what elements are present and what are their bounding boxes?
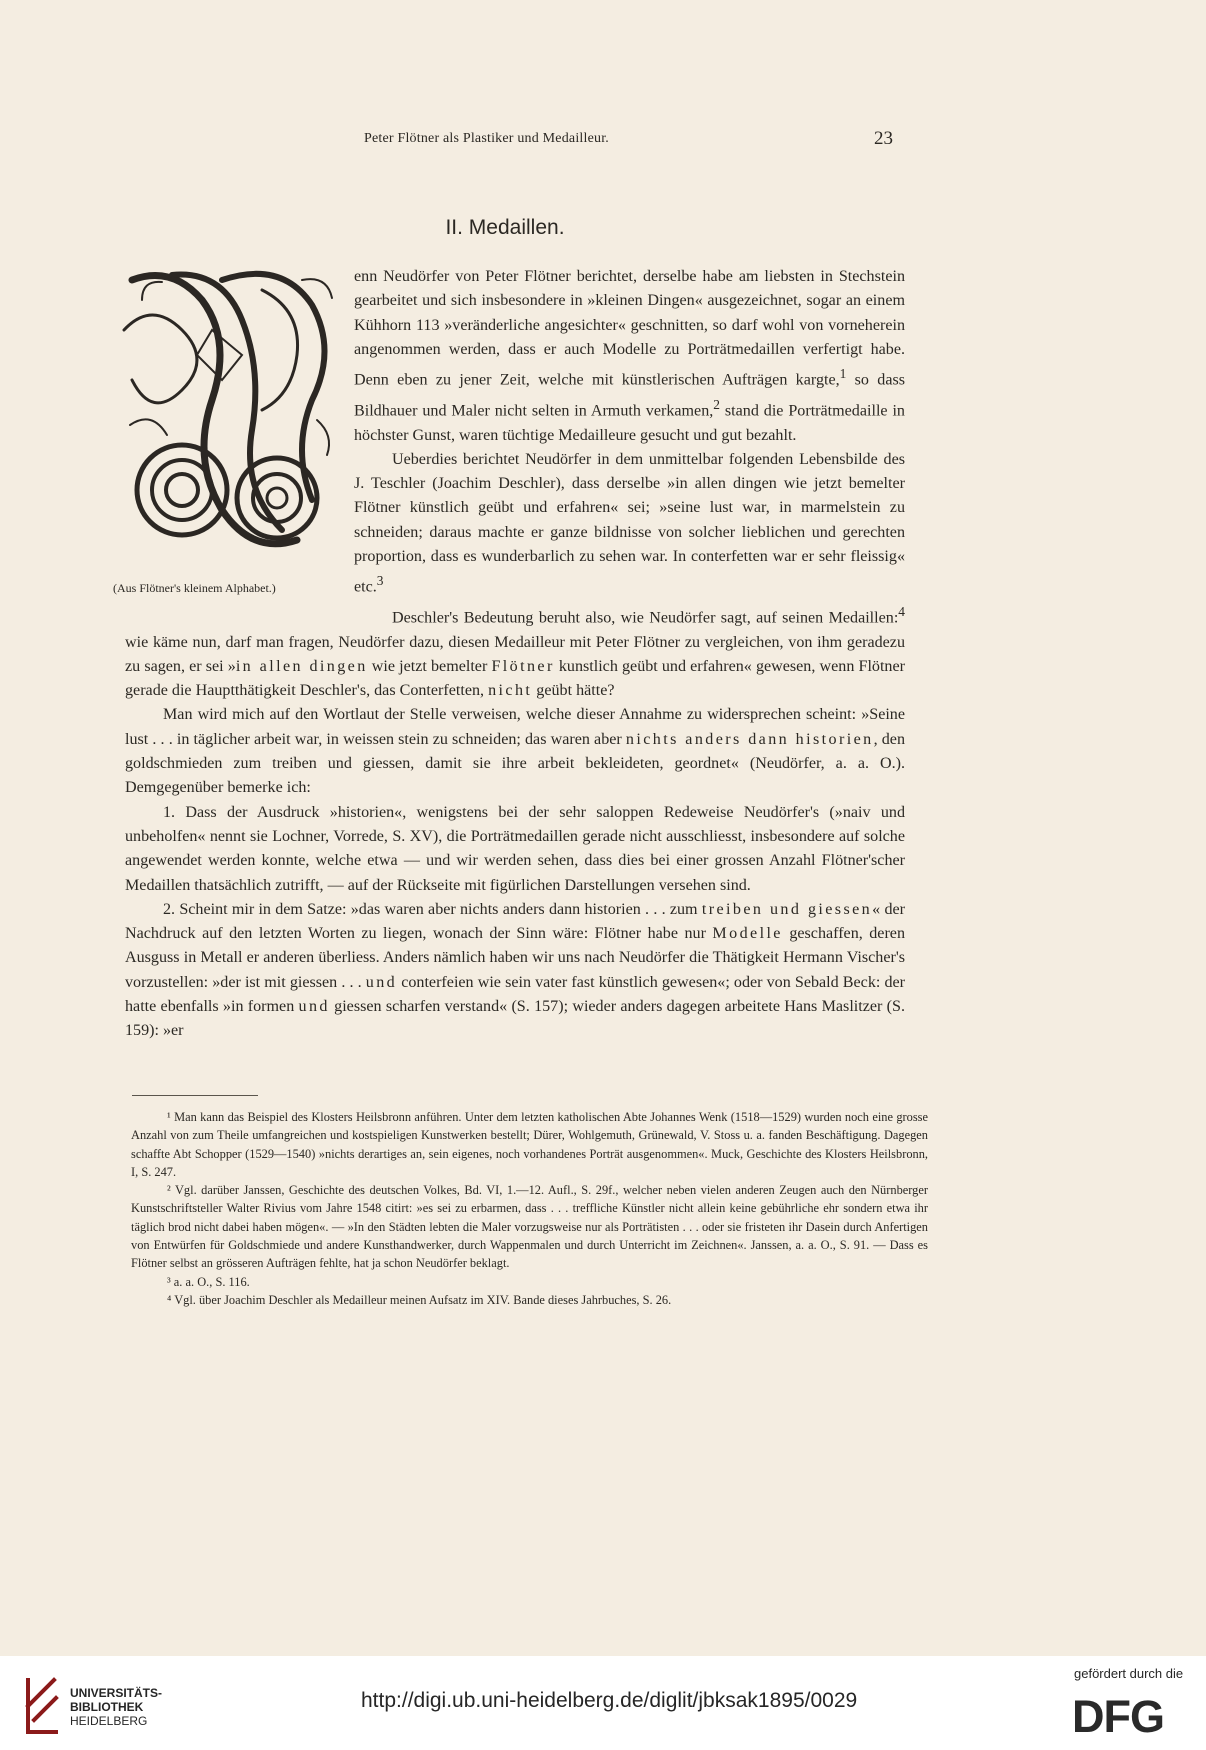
footnote-ref-1[interactable]: 1 xyxy=(839,366,847,382)
footnote-divider xyxy=(132,1095,258,1096)
viewer-footer xyxy=(0,1656,1206,1750)
running-title: Peter Flötner als Plastiker und Medailleur. xyxy=(364,131,610,146)
paragraph-3: Deschler's Bedeutung beruht also, wie Neudörfer sagt, auf seinen Medaillen:$^4$ wie käme nun, darf man fragen, Neudörfer dazu, diesen Medailleur mit Peter Flötner zu vergleichen, von ihm geradezu zu sagen, er sei »in allen dingen wie jetzt bemelter Flötner kunstlich geübt und erfahren« gewesen, wenn Flötner gerade die Hauptthätigkeit Deschler's, das Conterfetten, nicht geübt hätte? xyxy=(125,603,905,700)
initial-caption: (Aus Flötner's kleinem Alphabet.) xyxy=(113,581,276,595)
library-name[interactable]: UNIVERSITÄTS- BIBLIOTHEK HEIDELBERG xyxy=(70,1686,163,1728)
main-text xyxy=(125,265,905,1044)
permalink-url[interactable]: http://digi.ub.uni-heidelberg.de/diglit/jbksak1895/0029 xyxy=(361,1689,858,1712)
university-library-logo-icon[interactable] xyxy=(24,1676,60,1736)
footnote-2: ² Vgl. darüber Janssen, Geschichte des deutschen Volkes, Bd. VI, 1.—12. Aufl., S. 29f., welcher neben vielen anderen Zeugen auch den Nürnberger Kunstschriftsteller Walter Rivius vom Jahre 1548 citirt: »es sei zu erbarmen, dass . . . treffliche Künstler nicht allein keine gebührliche ehr sondern etwa ihr täglich brod nicht dabei haben mögen«. — »In den Städten lebten die Maler vorzugsweise nur als Porträtisten . . . oder sie fristeten ihr Dasein durch Anfertigen von Entwürfen für Goldschmiede und andere Kunsthandwerker, durch Wappenmalen und durch Unterricht im Zeichnen«. Janssen, a. a. O., S. 91. — Dass es Flötner selbst an grösseren Aufträgen fehlte, hat ja schon Neudörfer beklagt. xyxy=(131,1183,928,1271)
footnote-ref-2[interactable]: 2 xyxy=(713,396,720,412)
footnote-3: ³ a. a. O., S. 116. xyxy=(167,1274,250,1289)
paragraph-1: enn Neudörfer von Peter Flötner berichtet, derselbe habe am liebsten in Stechstein gearbeitet und sich insbesondere in »kleinen Dingen« ausgezeichnet, sogar an einem Kühhorn 113 »veränderliche angesichter« geschnitten, so darf wohl von vorneherein angenommen werden, dass er auch Modelle zu Porträtmedaillen verfertigt habe. Denn eben zu jener Zeit, welche mit künstlerischen Aufträgen kargte,$^1$ so dass Bildhauer und Maler nicht selten in Armuth verkamen,$^2$ stand die Porträtmedaille in höchster Gunst, waren tüchtige Medailleure gesucht und gut bezahlt. xyxy=(354,268,905,444)
paragraph-2: Ueberdies berichtet Neudörfer in dem unmittelbar folgenden Lebensbilde des J. Teschler (Joachim Deschler), dass derselbe »in allen dingen wie jetzt bemelter Flötner künstlich geübt und erfahren« sei; »seine lust war, in marmelstein zu schneiden; daraus machte er ganze bildnisse von solcher lieblichen und gerechten proportion, dass es wunderbarlich zu sehen war. In conterfetten war er sehr fleissig« etc.$^3$ xyxy=(354,450,905,596)
footnotes xyxy=(131,1108,928,1309)
paragraph-5: 1. Dass der Ausdruck »historien«, wenigstens bei der sehr saloppen Redeweise Neudörfer's (»naiv und unbeholfen« nennt sie Lochner, Vorrede, S. XV), die Porträtmedaillen gerade nicht ausschliesst, insbesondere auf solche angewendet werden konnte, welche etwa — und wir werden sehen, dass dies bei einer grossen Anzahl Flötner'scher Medaillen thatsächlich zutrifft, — auf der Rückseite mit figürlichen Darstellungen versehen sind. xyxy=(125,803,905,894)
section-title: II. Medaillen. xyxy=(445,216,565,239)
initial-spacer xyxy=(125,265,354,604)
paragraph-4: Man wird mich auf den Wortlaut der Stelle verweisen, welche dieser Annahme zu widersprechen scheint: »Seine lust . . . in täglicher arbeit war, in weissen stein zu schneiden; das waren aber nichts anders dann historien, den goldschmieden zum treiben und giessen, damit sie ihre arbeit bekleideten, geordnet« (Neudörfer, a. a. O.). Demgegenüber bemerke ich: xyxy=(125,706,905,797)
dfg-logo[interactable]: DFG xyxy=(1072,1691,1164,1742)
footnote-ref-3[interactable]: 3 xyxy=(376,573,384,589)
footnote-4: ⁴ Vgl. über Joachim Deschler als Medailleur meinen Aufsatz im XIV. Bande dieses Jahrbuches, S. 26. xyxy=(167,1292,672,1307)
funding-note: gefördert durch die xyxy=(1074,1666,1184,1681)
page-number: 23 xyxy=(874,128,893,149)
footnote-1: ¹ Man kann das Beispiel des Klosters Heilsbronn anführen. Unter dem letzten katholischen Abte Johannes Wenk (1518—1529) wurden noch eine grosse Anzahl von zum Theile umfangreichen und kostspieligen Kunstwerken bestellt; Dürer, Wohlgemuth, Grünewald, V. Stoss u. a. fanden Beschäftigung. Dagegen schaffte Abt Schopper (1529—1540) »nichts derartiges an, sein eigenes, noch vorhandenes Porträt ausgenommen«. Muck, Geschichte des Klosters Heilsbronn, I, S. 247. xyxy=(131,1110,928,1179)
paragraph-6: 2. Scheint mir in dem Satze: »das waren aber nichts anders dann historien . . . zum treiben und giessen« der Nachdruck auf den letzten Worten zu liegen, wonach der Sinn wäre: Flötner habe nur Modelle geschaffen, deren Ausguss in Metall er anderen überliess. Anders nämlich haben wir uns nach Neudörfer die Thätigkeit Hermann Vischer's vorzustellen: »der ist mit giessen . . . und conterfeien wie sein vater fast künstlich gewesen«; oder von Sebald Beck: der hatte ebenfalls »in formen und giessen scharfen verstand« (S. 157); wieder anders dagegen arbeitete Hans Maslitzer (S. 159): »er xyxy=(125,900,905,1040)
footnote-ref-4[interactable]: 4 xyxy=(898,603,905,619)
